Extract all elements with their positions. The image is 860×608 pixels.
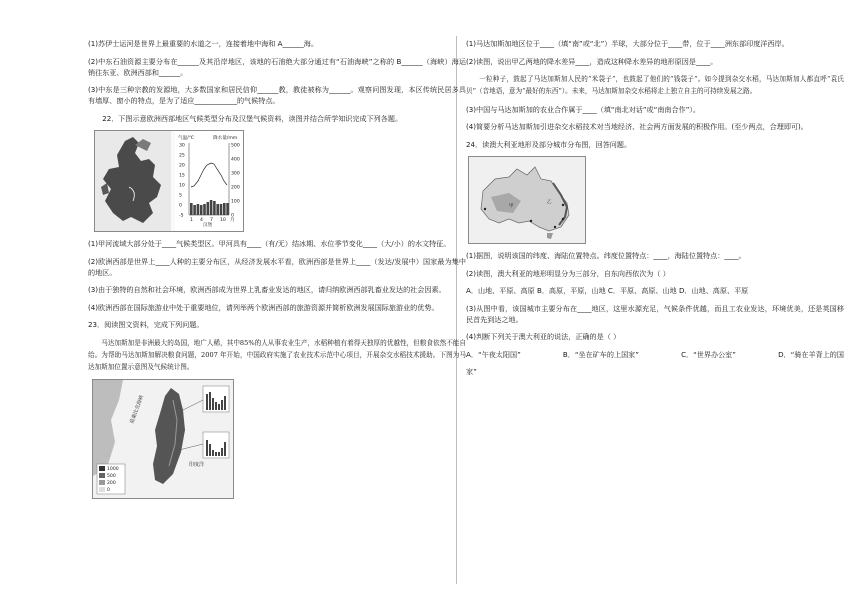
left-tick-label: 15 — [179, 173, 185, 179]
city-adelaide — [530, 220, 532, 222]
option-a: A．“午夜太阳国” — [466, 349, 521, 359]
bar-12 — [226, 203, 229, 215]
channel-label: 莫桑比克海峡 — [129, 394, 146, 425]
city-sydney — [562, 218, 564, 220]
left-tick-label: 0 — [179, 203, 182, 209]
right-column — [466, 38, 844, 383]
legend-swatch-3 — [99, 480, 105, 485]
right-tick-label: 200 — [231, 185, 240, 191]
right-tick-label: 400 — [231, 157, 240, 163]
bar-2 — [193, 205, 196, 215]
question-24-part-4-options — [466, 349, 844, 360]
question-24-part-3: (3)从图中看，该国城市主要分布在____地区，这里水源充足，气候条件优越，而且工农业发达，环境优美，还是英国移民首先到达之地。 — [466, 303, 844, 324]
question-23-stem: 23．阅读图文资料，完成下列问题。 — [88, 320, 204, 329]
label-yi: 乙 — [547, 200, 552, 205]
question-24-part-2-options: A．山地、平原、高原 B．高原，平原，山地 C．平原、高原、山地 D．山地、高原、平原 — [466, 286, 749, 295]
bar-11 — [223, 203, 226, 215]
city-melbourne — [554, 226, 556, 228]
legend-swatch-4 — [99, 487, 105, 492]
question-22-part-4: (4)欧洲西部在国际旅游业中处于重要地位，请列举两个欧洲西部的旅游资源并简析欧洲发展国际旅游业的优势。 — [88, 302, 439, 312]
map-legend — [97, 464, 125, 494]
legend-swatch-2 — [99, 473, 105, 478]
question-24-part-1: (1)据图，说明该国的纬度、海陆位置特点。纬度位置特点：____，海陆位置特点：____。 — [466, 251, 746, 260]
left-tick-label: 5 — [179, 193, 182, 199]
question-21-part-3: (3)中东是三种宗教的发源地，大多数国家和居民信仰______教，教徒被称为______。观察问图发现，本区传统民居多具有墙厚、窗小的特点，是为了适应____________的气候特点。 — [88, 85, 466, 105]
month-tick-label: 月 — [230, 218, 235, 223]
bar-4 — [200, 205, 203, 215]
australia-figure — [468, 156, 586, 244]
left-tick-label: 10 — [179, 183, 185, 189]
right-tick-label: 0 — [231, 213, 234, 219]
left-tick-label: 20 — [179, 163, 185, 169]
sea-label: 印度洋 — [189, 462, 205, 468]
climate-chart-lower — [203, 432, 229, 458]
europe-climate-svg — [95, 131, 243, 231]
chart-ylabel-right: 降水量/mm — [213, 136, 238, 141]
question-23-part-2: (2)读图，说出甲乙两地的降水差异____，造成这种降水差异的地形原因是____。 — [466, 56, 718, 66]
bar-9 — [216, 204, 219, 215]
question-21-part-2: (2)中东石油资源主要分布在______及其沿岸地区，该地的石油绝大部分通过有“石油海峡”之称的 B______（海峡）海运销往东亚、欧洲西部和______。 — [88, 56, 466, 77]
month-tick-label: 4 — [200, 218, 203, 223]
bar-10 — [220, 204, 223, 215]
question-23-part-4: (4)简要分析马达加斯加引进杂交水稻技术对当地经济、社会两方面发展的积极作用。(至少两点，合理即可)。 — [466, 122, 808, 131]
left-tick-label: 30 — [179, 143, 185, 149]
chart-caption: 汉堡 — [203, 223, 213, 228]
left-tick-label: 25 — [179, 153, 185, 159]
bar-8 — [213, 201, 216, 215]
europe-climate-figure — [94, 130, 244, 232]
question-23-passage: 马达加斯加是非洲最大的岛国，地广人稀，其中85%的人从事农业生产，水稻种植有着得天独厚的优越性，但粮食依然不能自给。为帮助马达加斯加解决粮食问题，2007 年开始，中国政府实施了农业技术示范中心项目，开展杂交水稻技术援助。下图为马达加斯加位置示意图及气候统计图。 — [88, 338, 466, 371]
month-tick-label: 1 — [190, 218, 193, 223]
option-d: D．“骑在羊背上的国 — [778, 349, 844, 359]
right-tick-label: 100 — [231, 199, 240, 205]
legend-label-1: 1000 — [107, 467, 119, 472]
city-perth — [484, 208, 486, 210]
legend-label-2: 500 — [107, 474, 116, 479]
question-21-part-1: (1)苏伊士运河是世界上最重要的水道之一，连接着地中海和 A______海。 — [88, 39, 318, 48]
chart-title: 气温/℃ — [178, 136, 194, 141]
bar-1 — [190, 203, 193, 215]
right-tick-label: 500 — [231, 143, 240, 149]
question-24-part-4: (4)判断下列关于澳大利亚的说法，正确的是（ ） — [466, 332, 621, 341]
bar-5 — [203, 204, 206, 215]
left-tick-label: -5 — [179, 213, 184, 219]
label-jia: 甲 — [509, 204, 514, 209]
question-22-part-1: (1)甲河流域大部分处于____气候类型区。甲河具有____（有/无）结冰期、水位季节变化____（大/小）的水文特征。 — [88, 239, 451, 248]
question-24-part-4-tail: 家” — [466, 366, 477, 376]
question-23-part-3: (3)中国与马达加斯加的农业合作属于____（填“南北对话”或“南南合作”）。 — [466, 104, 701, 114]
bar-3 — [197, 204, 200, 215]
question-23-passage-2: 一粒种子，鼓起了马达加斯加人民的“米袋子”，也鼓起了他们的“钱袋子”。如今提到杂交水稻，马达加斯加人都直呼“袁氏贝”（音地语，意为“最好的东西”）。未来，马达加斯加杂交水稻将走上独立自主的可持续发展之路。 — [466, 75, 844, 95]
madagascar-svg — [93, 380, 233, 498]
legend-swatch-1 — [99, 466, 105, 471]
month-tick-label: 10 — [220, 218, 226, 223]
option-b: B．“坐在矿车的上国家” — [562, 349, 639, 359]
question-24-stem: 24．读澳大利亚地形及部分城市分布图，回答问题。 — [466, 139, 632, 149]
option-c: C．“世界办公室” — [681, 349, 736, 359]
legend-label-3: 200 — [107, 481, 116, 486]
left-column — [88, 38, 466, 505]
month-tick-label: 7 — [210, 218, 213, 223]
australia-svg — [469, 157, 585, 243]
city-brisbane — [562, 204, 564, 206]
climate-chart-upper — [203, 386, 229, 412]
right-tick-label: 300 — [231, 171, 240, 177]
question-24-part-2: (2)读图，澳大利亚的地形明显分为三部分，自东向西依次为（ ） — [466, 268, 670, 278]
question-22-part-2: (2)欧洲西部是世界上____人种的主要分布区，从经济发展水平看，欧洲西部是世界上____（发达/发展中）国家最为集中的地区。 — [88, 256, 466, 277]
question-22-stem: 22．下图示意欧洲西部地区气候类型分布及汉堡气候资料，读图并结合所学知识完成下列各题。 — [102, 113, 403, 123]
bar-6 — [207, 202, 210, 215]
question-22-part-3: (3)由于独特的自然和社会环境，欧洲西部成为世界上乳畜业发达的地区，请归纳欧洲西部乳畜业发达的社会因素。 — [88, 285, 446, 294]
question-23-part-1: (1)马达加斯加地区位于____（填“南”或“北”）半球，大部分位于____带，位于____洲东部印度洋西岸。 — [466, 39, 789, 48]
bar-7 — [210, 200, 213, 215]
legend-label-4: 0 — [107, 488, 110, 493]
madagascar-figure — [92, 379, 234, 499]
